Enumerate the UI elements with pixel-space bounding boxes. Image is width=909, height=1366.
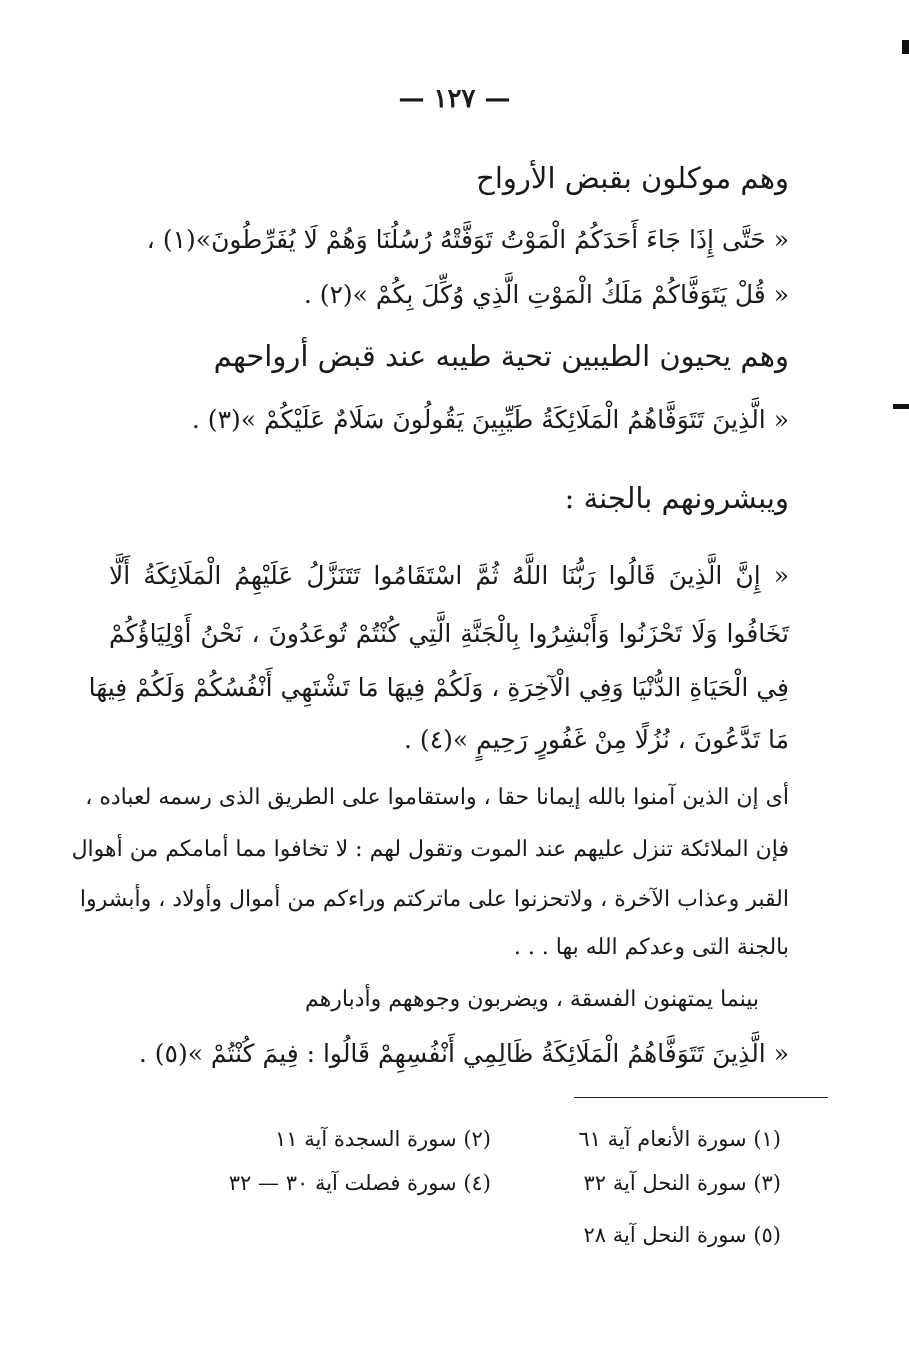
footnote-3: (٣) سورة النحل آية ٣٢ — [583, 1171, 781, 1195]
quran-quote-line: « الَّذِينَ تَتَوَفَّاهُمُ الْمَلَائِكَةُ طَيِّبِينَ يَقُولُونَ سَلَامٌ عَلَيْكُمْ »(٣) . — [191, 405, 789, 434]
footnote-1: (١) سورة الأنعام آية ٦١ — [578, 1127, 781, 1151]
scan-edge-mark — [902, 40, 909, 54]
quran-quote-line: « حَتَّى إِذَا جَاءَ أَحَدَكُمُ الْمَوْتُ تَوَفَّتْهُ رُسُلُنَا وَهُمْ لَا يُفَرِّطُونَ»(١) ، — [146, 225, 789, 254]
scan-edge-mark — [893, 404, 909, 409]
heading-glad-tidings: ويبشرونهم بالجنة : — [564, 481, 789, 515]
quran-quote-line: « إِنَّ الَّذِينَ قَالُوا رَبُّنَا اللَّهُ ثُمَّ اسْتَقَامُوا تَتَنَزَّلُ عَلَيْهِمُ الْمَلَائِكَةُ أَلَّا — [109, 561, 789, 590]
footnote-2: (٢) سورة السجدة آية ١١ — [274, 1127, 491, 1151]
quran-quote-line: « الَّذِينَ تَتَوَفَّاهُمُ الْمَلَائِكَةُ ظَالِمِي أَنْفُسِهِمْ قَالُوا : فِيمَ كُنْتُمْ »(٥) . — [138, 1039, 789, 1068]
quran-quote-line: « قُلْ يَتَوَفَّاكُمْ مَلَكُ الْمَوْتِ الَّذِي وُكِّلَ بِكُمْ »(٢) . — [303, 280, 789, 309]
heading-angels-greet-righteous: وهم يحيون الطيبين تحية طيبه عند قبض أرواحهم — [213, 339, 789, 373]
footnote-4: (٤) سورة فصلت آية ٣٠ — ٣٢ — [228, 1171, 491, 1195]
prose-line: بينما يمتهنون الفسقة ، ويضربون وجوههم وأدبارهم — [305, 987, 759, 1012]
quran-quote-line: تَخَافُوا وَلَا تَحْزَنُوا وَأَبْشِرُوا بِالْجَنَّةِ الَّتِي كُنْتُمْ تُوعَدُونَ ، نَحْنُ أَوْلِيَاؤُكُمْ — [109, 619, 789, 648]
prose-line: فإن الملائكة تنزل عليهم عند الموت وتقول لهم : لا تخافوا مما أمامكم من أهوال — [71, 837, 789, 862]
footnote-5: (٥) سورة النحل آية ٢٨ — [583, 1223, 781, 1247]
prose-line: القبر وعذاب الآخرة ، ولاتحزنوا على ماتركتم وراءكم من أموال وأولاد ، وأبشروا — [79, 887, 789, 912]
prose-line: أى إن الذين آمنوا بالله إيمانا حقا ، واستقاموا على الطريق الذى رسمه لعباده ، — [85, 785, 789, 810]
quran-quote-line: فِي الْحَيَاةِ الدُّنْيَا وَفِي الْآخِرَةِ ، وَلَكُمْ فِيهَا مَا تَشْتَهِي أَنْفُسُكُمْ وَلَكُمْ فِيهَا — [88, 673, 789, 702]
prose-line: بالجنة التى وعدكم الله بها . . . — [513, 935, 789, 960]
heading-angels-take-souls: وهم موكلون بقبض الأرواح — [476, 161, 789, 195]
quran-quote-line: مَا تَدَّعُونَ ، نُزُلًا مِنْ غَفُورٍ رَحِيمٍ »(٤) . — [404, 725, 789, 754]
footnote-separator — [574, 1097, 828, 1098]
page-number: — ١٢٧ — — [398, 84, 511, 114]
